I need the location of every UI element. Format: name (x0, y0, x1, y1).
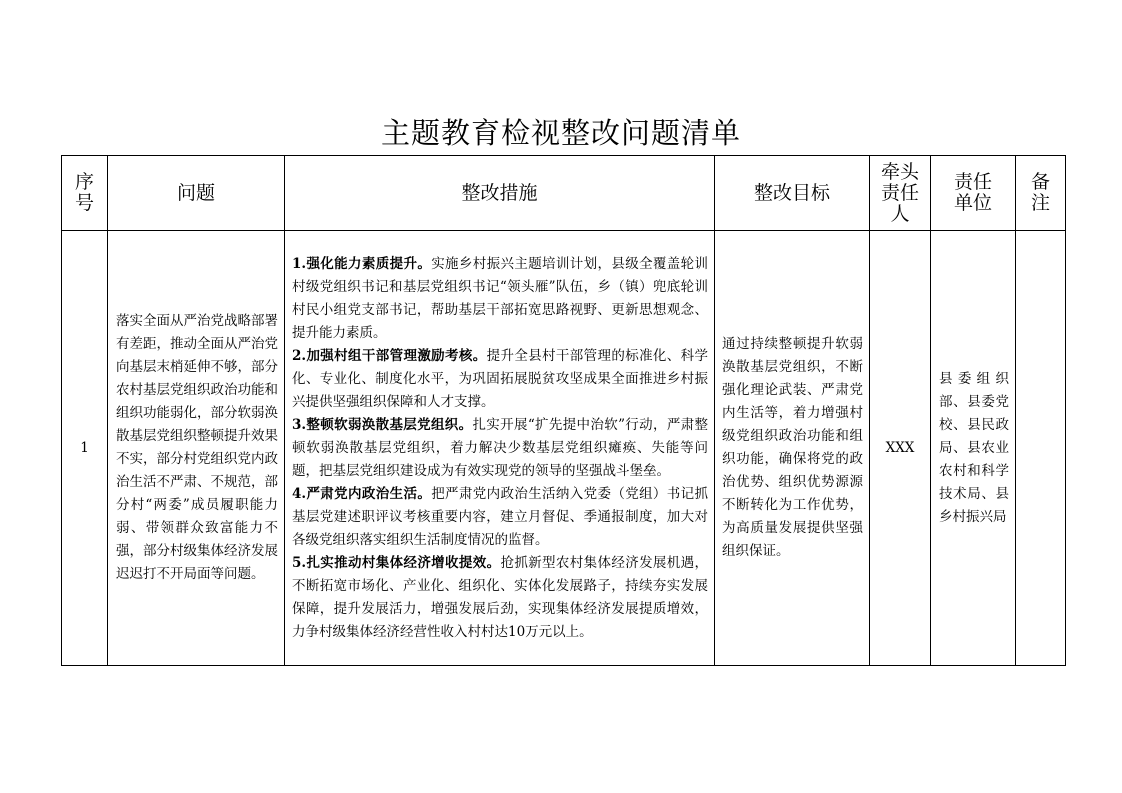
header-unit (931, 156, 1016, 231)
measure-item (292, 256, 708, 341)
row-lead: XXX (870, 231, 931, 666)
header-measures: 整改措施 (285, 156, 715, 231)
header-index-line: 序 (74, 171, 94, 193)
header-lead-line: 责任 (880, 181, 919, 204)
measure-item (292, 348, 708, 410)
header-lead-line: 牵头 (880, 160, 919, 183)
row-goal: 通过持续整顿提升软弱涣散基层党组织，不断强化理论武装、严肃党内生活等，着力增强村级党组织政治功能和组织功能，确保将党的政治优势、组织优势源源不断转化为工作优势，为高质量发展提供坚强组织保证。 (715, 231, 870, 666)
header-lead-line: 人 (890, 202, 910, 225)
header-unit-line: 单位 (953, 192, 992, 214)
header-remark (1016, 156, 1066, 231)
measure-heading: 2.加强村组干部管理激励考核。 (292, 347, 487, 364)
header-index (62, 156, 108, 231)
header-remark-line: 注 (1030, 192, 1050, 214)
measure-text: 把严肃党内政治生活纳入党委（党组）书记抓基层党建述职评议考核重要内容，建立月督促、季通报制度，加大对各级党组织落实组织生活制度情况的监督。 (292, 485, 709, 548)
measure-text: 抢抓新型农村集体经济发展机遇，不断拓宽市场化、产业化、组织化、实体化发展路子，持续夯实发展保障，提升发展活力，增强发展后劲，实现集体经济发展提质增效，力争村级集体经济经营性收入村村达10万元以上。 (292, 554, 709, 640)
row-measures (285, 231, 715, 666)
header-lead (870, 156, 931, 231)
table-row (62, 231, 1066, 666)
measure-heading: 5.扎实推动村集体经济增收提效。 (292, 554, 501, 571)
measure-text: 实施乡村振兴主题培训计划，县级全覆盖轮训村级党组织书记和基层党组织书记“领头雁”队伍，乡（镇）兜底轮训村民小组党支部书记，帮助基层干部拓宽思路视野、更新思想观念、提升能力素质。 (292, 255, 709, 341)
measure-text: 提升全县村干部管理的标准化、科学化、专业化、制度化水平，为巩固拓展脱贫攻坚成果全面推进乡村振兴提供坚强组织保障和人才支撑。 (292, 347, 709, 410)
measure-item (292, 555, 708, 640)
measure-heading: 3.整顿软弱涣散基层党组织。 (292, 416, 473, 433)
row-index: 1 (62, 231, 108, 666)
measure-text: 扎实开展“扩先提中治软”行动，严肃整顿软弱涣散基层党组织，着力解决少数基层党组织瘫痪、失能等问题，把基层党组织建设成为有效实现党的领导的坚强战斗堡垒。 (292, 416, 708, 479)
issue-table (61, 155, 1066, 666)
header-goal: 整改目标 (715, 156, 870, 231)
header-row (62, 156, 1066, 231)
row-unit: 县委组织部、县委党校、县民政局、县农业农村和科学技术局、县乡村振兴局 (931, 231, 1016, 666)
header-unit-line: 责任 (953, 171, 992, 193)
header-index-line: 号 (74, 192, 94, 214)
measure-heading: 1.强化能力素质提升。 (292, 255, 432, 272)
header-problem: 问题 (108, 156, 285, 231)
row-problem: 落实全面从严治党战略部署有差距，推动全面从严治党向基层末梢延伸不够，部分农村基层党组织政治功能和组织功能弱化，部分软弱涣散基层党组织整顿提升效果不实，部分村党组织党内政治生活不严肃、不规范，部分村“两委”成员履职能力弱、带领群众致富能力不强，部分村级集体经济发展迟迟打不开局面等问题。 (108, 231, 285, 666)
header-remark-line: 备 (1030, 171, 1050, 193)
row-remark (1016, 231, 1066, 666)
page-title: 主题教育检视整改问题清单 (380, 116, 741, 150)
measure-item (292, 486, 708, 548)
measure-heading: 4.严肃党内政治生活。 (292, 485, 432, 502)
measure-item (292, 417, 708, 479)
